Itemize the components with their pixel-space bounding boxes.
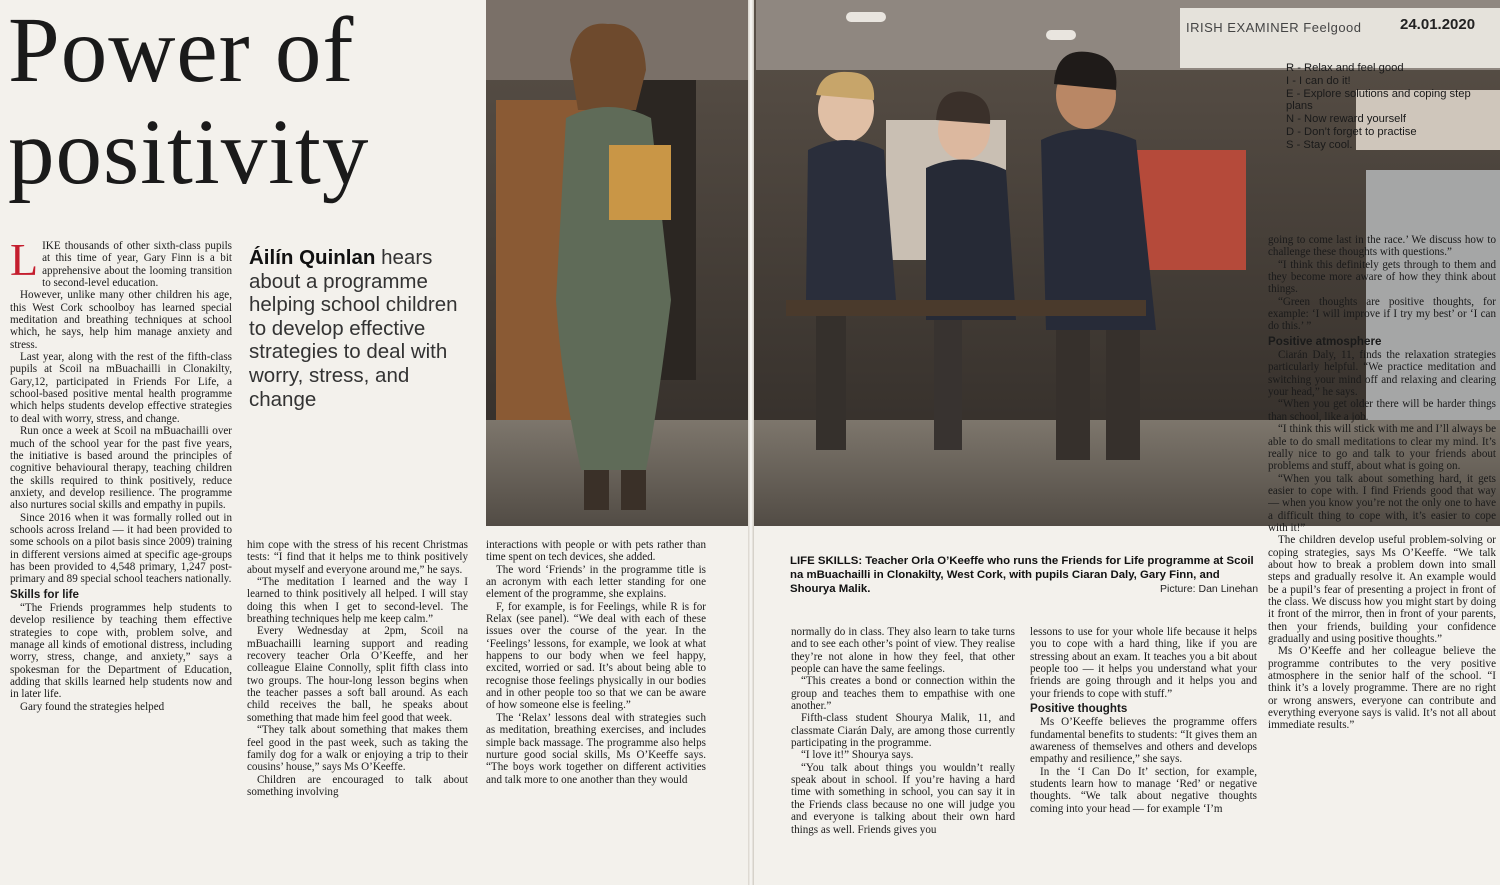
- friends-acronym-panel: [1286, 62, 1498, 152]
- masthead-paper: IRISH EXAMINER Feelgood: [1186, 20, 1362, 35]
- panel-line: E - Explore solutions and coping step plans: [1286, 87, 1471, 113]
- article-column-2: him cope with the stress of his recent Christmas tests: “I find that it helps me to think positively about myself and everyone around me,” he says. “The meditation I learned and the way I learned to think positively all helped. I will stay doing this when I get to second-level. The breathing techniques help me keep calm.” Every Wednesday at 2pm, Scoil na mBuachailli learning support and reading recovery teacher Orla O’Keeffe, and her colleague Elaine Connolly, split fifth class into two groups. The hour-long lesson begins when the teacher passes a soft ball around. As each child receives the ball, he speaks about something that made him feel good that week. “They talk about something that makes them feel good in the past week, such as taking the family dog for a walk or enjoying a trip to their cousins’ house,” says Ms O’Keeffe. Children are encouraged to talk about something involving: [247, 539, 468, 798]
- drop-cap: L: [10, 240, 39, 285]
- subhead-skills-for-life: Skills for life: [10, 587, 79, 601]
- panel-line: R - Relax and feel good: [1286, 62, 1404, 74]
- photo-caption: LIFE SKILLS: Teacher Orla O’Keeffe who runs the Friends for Life programme at Scoil na mBuachailli in Clonakilty, West Cork, with pupils Ciaran Daly, Gary Finn, and Shourya Malik.: [790, 555, 1254, 596]
- subhead-positive-atmosphere: Positive atmosphere: [1268, 334, 1382, 348]
- panel-line: I - I can do it!: [1286, 74, 1351, 87]
- panel-line: N - Now reward yourself: [1286, 113, 1406, 126]
- panel-line: D - Don’t forget to practise: [1286, 125, 1417, 138]
- article-column-6: going to come last in the race.’ We discuss how to challenge these thoughts with questions.” “I think this definitely gets through to them and they become more aware of how they think about things. “Green thoughts are positive thoughts, for example: ‘I will improve if I try my best’ or ‘I can do this.’ ” Positive atmosphere Ciarán Daly, 11, finds the relaxation strategies particularly helpful. “We practice meditation and switching your mind off and relaxing and clearing your head,” he says. “When you get older there will be harder things than school, like a job. “I think this will stick with me and I’ll always be able to do small meditations to clear my mind. It’s really nice to go and talk to your friends about problems and stuff, about what is going on. “When you talk about something hard, it gets easier to cope with. I find Friends good that way — when you know you’re not the only one to have a difficult thing to cope with, it’s easier to cope with it!” The children develop useful problem-solving or coping strategies, says Ms O’Keeffe. “We talk about how to break a problem down into small steps and gradually resolve it. An example would be a pupil’s fear of presenting a project in front of the class. We discuss how you might start by doing it front of the mirror, then in front of your parents, then your friends, building your confidence gradually and using positive thoughts.” Ms O’Keeffe and her colleague believe the programme contributes to the very positive atmosphere in the senior half of the school. “I think it’s a lovely programme. There are no right or wrong answers, everyone can contribute and everything everyone says is valid. It’s not all about immediate results.”: [1268, 234, 1496, 732]
- subhead-positive-thoughts: Positive thoughts: [1030, 702, 1128, 716]
- masthead: [1180, 8, 1500, 68]
- article-column-3: interactions with people or with pets rather than time spent on tech devices, she added. The word ‘Friends’ in the programme title is an acronym with each letter standing for one element of the programme, she explains. F, for example, is for Feelings, while R is for Relax (see panel). “We deal with each of these issues over the course of the year. In the ‘Feelings’ lessons, for example, we look at what happens to our body when we feel happy, excited, worried or sad. It’s about being able to recognise those feelings physically in our bodies and in other people too so that we can be aware of how someone else is feeling.” The ‘Relax’ lessons deal with strategies such as meditation, breathing exercises, and includes simple back massage. The programme also helps nurture good social skills, Ms O’Keeffe says. “The boys work together on different activities and talk more to one another than they would: [486, 539, 706, 786]
- headline: Power of positivity: [8, 0, 370, 204]
- byline: Áilín Quinlan: [249, 246, 376, 269]
- standfirst-text: hears about a programme helping school children to develop effective strategies to deal with worry, stress, and change: [249, 246, 458, 411]
- article-column-4: normally do in class. They also learn to take turns and to see each other’s point of view. They realise they’re not alone in how they feel, that other people can have the same feelings. “This creates a bond or connection within the group and teaches them to empathise with one another.” Fifth-class student Shourya Malik, 11, and classmate Ciarán Daly, are among those currently participating in the programme. “I love it!” Shourya says. “You talk about things you wouldn’t really speak about in school. If you’re having a hard time with something in school, you can say it in the Friends class because no one will judge you and everyone is talking about their own hard things as well. Friends gives you: [791, 626, 1015, 836]
- article-column-1: LIKE thousands of other sixth-class pupils at this time of year, Gary Finn is a bit apprehensive about the looming transition to second-level education. However, unlike many other children his age, this West Cork schoolboy has learned special meditation and breathing techniques at school which, he says, help him manage anxiety and stress. Last year, along with the rest of the fifth-class pupils at Scoil na mBuachailli in Clonakilty, Gary,12, participated in Friends For Life, a school-based positive mental health programme which helps students develop effective strategies to deal with worry, stress, and change. Run once a week at Scoil na mBuachailli over much of the school year for the past five years, the initiative is based around the principles of cognitive behavioural therapy, teaching children the skills required to think positively, reduce anxiety, and develop resilience. The programme also nurtures social skills and empathy in pupils. Since 2016 when it was formally rolled out in schools across Ireland — it had been provided to some schools on a pilot basis since 2009) training in different versions aimed at specific age-groups has been provided to 4,548 primary, 1,247 post-primary and 89 special school teachers nationally. Skills for life “The Friends programmes help students to develop resilience by teaching them effective strategies to cope with, problem solve, and manage all kinds of emotional distress, including worry, stress, change, and anxiety,” says a spokesman for the Department of Education, adding that skills learned help students now and in later life. Gary found the strategies helped: [10, 240, 232, 713]
- article-column-5: lessons to use for your whole life because it helps you to cope with a hard thing, like if you are stressing about an exam. It teaches you a bit about people too — it helps you understand what your friends are going through and it helps you and your friends to cope with stuff.” Positive thoughts Ms O’Keeffe believes the programme offers fundamental benefits to students: “It gives them an awareness of themselves and others and develops empathy and resilience,” she says. In the ‘I Can Do It’ section, for example, students learn how to manage ‘Red’ or negative thoughts. “We talk about negative thoughts coming into your head — for example ‘I’m: [1030, 626, 1257, 815]
- page-fold: [748, 0, 754, 885]
- panel-line: S - Stay cool.: [1286, 138, 1353, 151]
- standfirst: [249, 246, 479, 411]
- photo-credit: Picture: Dan Linehan: [1160, 583, 1259, 595]
- masthead-date: 24.01.2020: [1400, 16, 1476, 33]
